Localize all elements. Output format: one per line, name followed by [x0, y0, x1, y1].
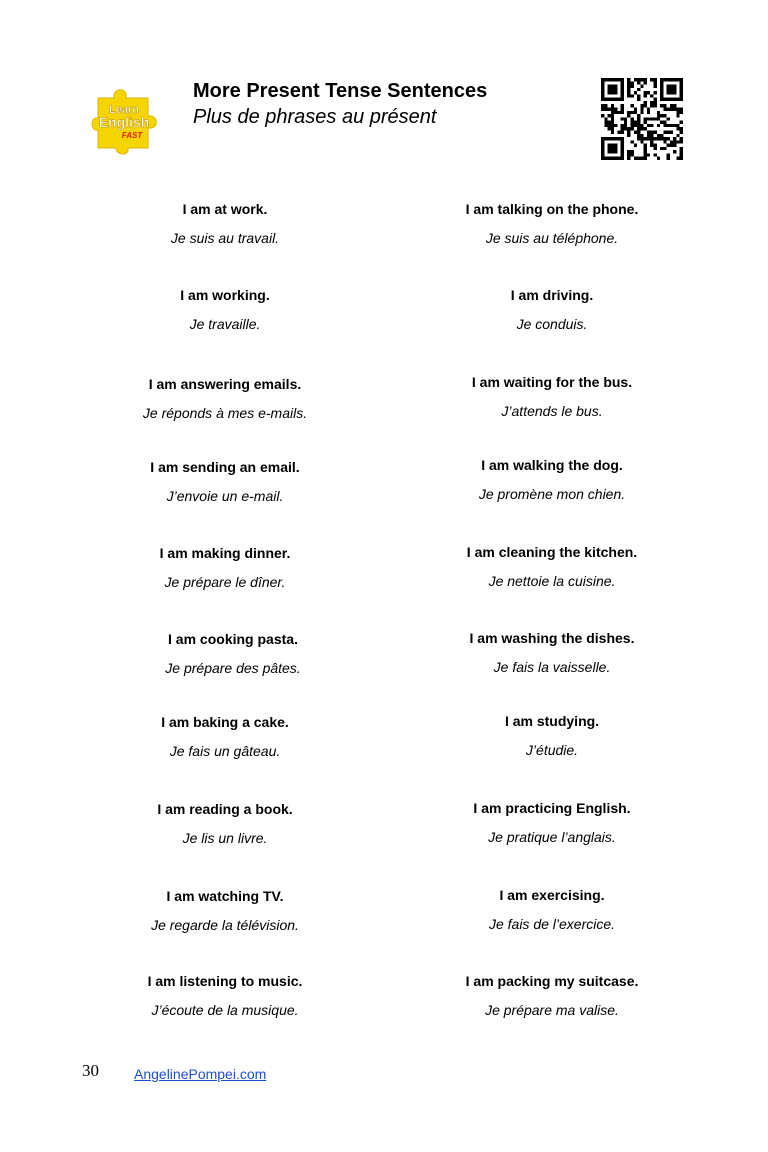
sentence-pair [75, 543, 375, 592]
page-subtitle: Plus de phrases au présent [193, 106, 437, 128]
french-translation: Je réponds à mes e-mails. [142, 405, 308, 421]
french-translation: J’envoie un e-mail. [166, 488, 284, 504]
french-translation: Je fais de l’exercice. [488, 916, 616, 932]
english-sentence: I am sending an email. [150, 459, 300, 475]
puzzle-piece-logo-icon [88, 80, 166, 158]
french-translation: Je promène mon chien. [478, 486, 626, 502]
english-sentence: I am exercising. [499, 887, 605, 903]
english-sentence: I am packing my suitcase. [465, 973, 639, 989]
sentence-pair [402, 798, 702, 847]
page-title: More Present Tense Sentences [193, 80, 488, 102]
french-translation: J’écoute de la musique. [151, 1002, 299, 1018]
logo-word-learn: Learn [109, 104, 139, 116]
sentence-pair [402, 542, 702, 591]
english-sentence: I am baking a cake. [161, 714, 289, 730]
french-translation: Je fais un gâteau. [169, 743, 281, 759]
english-sentence: I am washing the dishes. [469, 630, 635, 646]
english-sentence: I am practicing English. [473, 800, 631, 816]
sentence-pair [402, 199, 702, 248]
french-translation: Je suis au téléphone. [485, 230, 619, 246]
english-sentence: I am walking the dog. [481, 457, 623, 473]
english-sentence: I am watching TV. [166, 888, 284, 904]
french-translation: Je regarde la télévision. [151, 917, 299, 933]
sentence-pair [75, 199, 375, 248]
sentence-pair [402, 455, 702, 504]
english-sentence: I am waiting for the bus. [471, 374, 633, 390]
sentence-pair [75, 886, 375, 935]
french-translation: J’attends le bus. [501, 403, 603, 419]
sentence-pair [75, 799, 375, 848]
sentence-pair [75, 712, 375, 761]
sentence-pair [402, 628, 702, 677]
french-translation: Je travaille. [189, 316, 261, 332]
sentence-pair [402, 711, 702, 760]
english-sentence: I am working. [180, 287, 270, 303]
french-translation: Je prépare le dîner. [164, 574, 286, 590]
english-sentence: I am studying. [504, 713, 600, 729]
english-sentence: I am cleaning the kitchen. [466, 544, 638, 560]
french-translation: Je pratique l’anglais. [488, 829, 616, 845]
french-translation: Je fais la vaisselle. [493, 659, 611, 675]
english-sentence: I am at work. [182, 201, 268, 217]
qr-code [601, 78, 683, 160]
qr-code-icon [601, 78, 683, 160]
sentence-pair [402, 285, 702, 334]
english-sentence: I am driving. [510, 287, 594, 303]
sentence-pair [402, 372, 702, 421]
sentence-pair [75, 457, 375, 506]
english-sentence: I am listening to music. [147, 973, 303, 989]
sentence-pair [75, 971, 375, 1020]
english-sentence: I am reading a book. [157, 801, 293, 817]
logo-word-fast: FAST [121, 131, 143, 140]
french-translation: Je suis au travail. [170, 230, 280, 246]
logo-word-english: English [98, 114, 150, 130]
english-sentence: I am cooking pasta. [168, 631, 298, 647]
english-sentence: I am making dinner. [159, 545, 291, 561]
sentence-pair [75, 285, 375, 334]
english-sentence: I am answering emails. [148, 376, 302, 392]
french-translation: Je lis un livre. [182, 830, 268, 846]
sentence-pair [402, 971, 702, 1020]
page-number: 30 [82, 1061, 99, 1080]
french-translation: Je nettoie la cuisine. [488, 573, 616, 589]
website-link[interactable]: AngelinePompei.com [134, 1066, 267, 1082]
french-translation: Je prépare des pâtes. [165, 660, 301, 676]
logo [88, 80, 166, 158]
sentence-pair [402, 885, 702, 934]
english-sentence: I am talking on the phone. [465, 201, 639, 217]
sentence-pair [83, 629, 383, 678]
french-translation: J’étudie. [525, 742, 579, 758]
sentence-pair [75, 374, 375, 423]
french-translation: Je prépare ma valise. [485, 1002, 619, 1018]
french-translation: Je conduis. [516, 316, 588, 332]
